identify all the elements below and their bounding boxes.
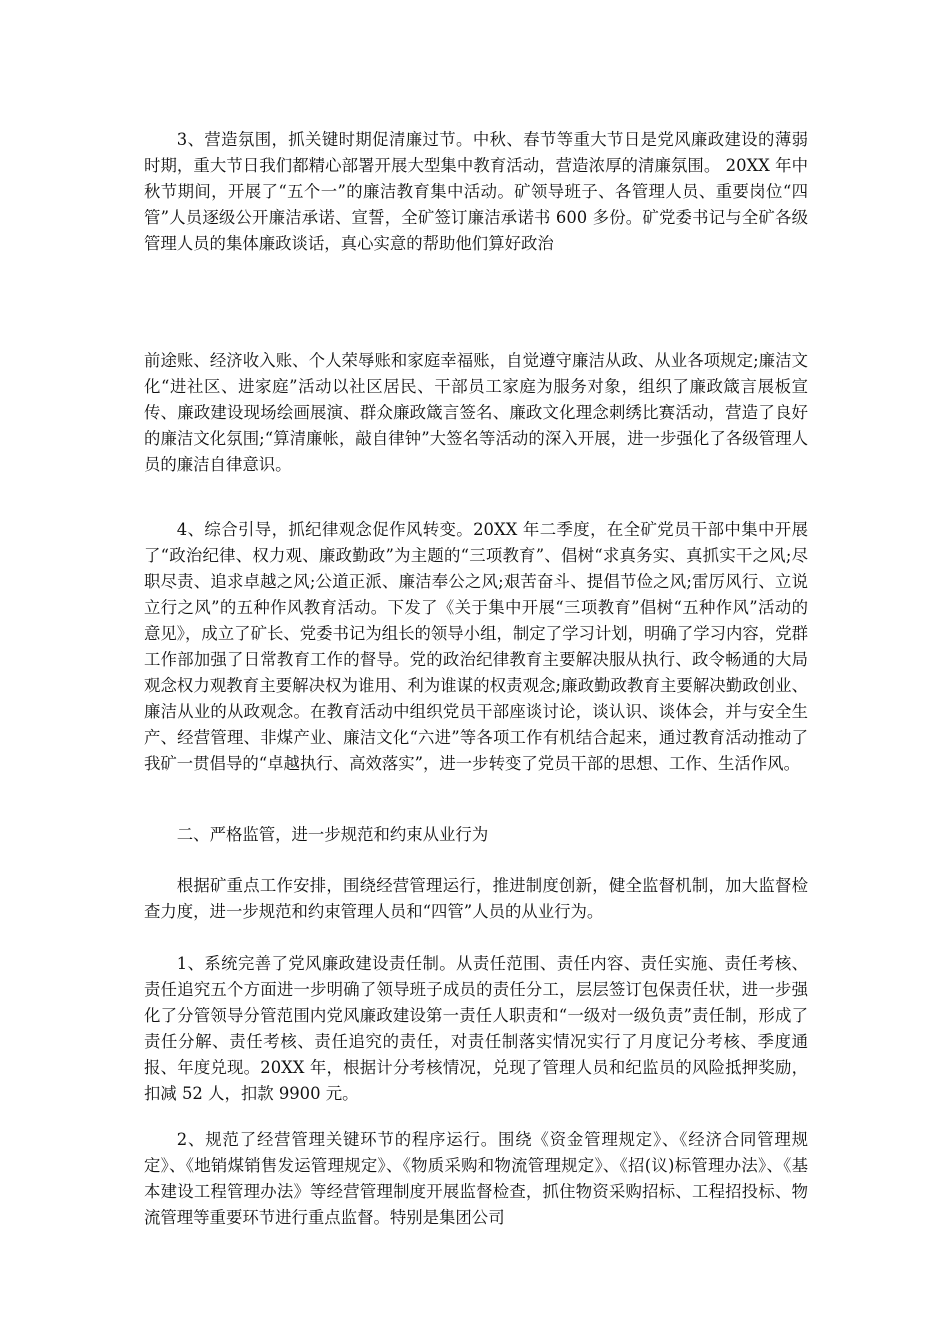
section-heading-supervision: 二、严格监管，进一步规范和约束从业行为	[176, 825, 489, 844]
paragraph-continuation: 前途账、经济收入账、个人荣辱账和家庭幸福账，自觉遵守廉洁从政、从业各项规定;廉洁文化“进社区、进家庭”活动以社区居民、干部员工家庭为服务对象，组织了廉政箴言展板宣传、廉政建设现场绘画展演、群众廉政箴言签名、廉政文化理念刺绣比赛活动，营造了良好的廉洁文化氛围;“算清廉帐，敲自律钟”大签名等活动的深入开展，进一步强化了各级管理人员的廉洁自律意识。	[144, 351, 808, 474]
paragraph-discipline-guidance: 4、综合引导，抓纪律观念促作风转变。20XX 年二季度，在全矿党员干部中集中开展了“政治纪律、权力观、廉政勤政”为主题的“三项教育”、倡树“求真务实、真抓实干之风;尽职尽责、追求卓越之风;公道正派、廉洁奉公之风;艰苦奋斗、提倡节俭之风;雷厉风行、立说立行之风”的五种作风教育活动。下发了《关于集中开展“三项教育”倡树“五种作风”活动的意见》，成立了矿长、党委书记为组长的领导小组，制定了学习计划，明确了学习内容，党群工作部加强了日常教育工作的督导。党的政治纪律教育主要解决服从执行、政令畅通的大局观念权力观教育主要解决权为谁用、利为谁谋的权责观念;廉政勤政教育主要解决勤政创业、廉洁从业的从政观念。在教育活动中组织党员干部座谈讨论，谈认识、谈体会，并与安全生产、经营管理、非煤产业、廉洁文化“六进”等各项工作有机结合起来，通过教育活动推动了我矿一贯倡导的“卓越执行、高效落实”，进一步转变了党员干部的思想、工作、生活作风。	[144, 520, 808, 773]
paragraph-management-procedures: 2、规范了经营管理关键环节的程序运行。围绕《资金管理规定》、《经济合同管理规定》、《地销煤销售发运管理规定》、《物质采购和物流管理规定》、《招(议)标管理办法》、《基本建设工程管理办法》等经营管理制度开展监督检查，抓住物资采购招标、工程招投标、物流管理等重要环节进行重点监督。特别是集团公司	[144, 1130, 808, 1227]
paragraph-supervision-intro: 根据矿重点工作安排，围绕经营管理运行，推进制度创新，健全监督机制，加大监督检查力度，进一步规范和约束管理人员和“四管”人员的从业行为。	[144, 876, 808, 921]
paragraph-responsibility-system: 1、系统完善了党风廉政建设责任制。从责任范围、责任内容、责任实施、责任考核、责任追究五个方面进一步明确了领导班子成员的责任分工，层层签订包保责任状，进一步强化了分管领导分管范围内党风廉政建设第一责任人职责和“一级对一级负责”责任制，形成了责任分解、责任考核、责任追究的责任，对责任制落实情况实行了月度记分考核、季度通报、年度兑现。20XX 年，根据计分考核情况，兑现了管理人员和纪监员的风险抵押奖励，扣减 52 人，扣款 9900 元。	[144, 954, 808, 1103]
paragraph-festival-atmosphere: 3、营造氛围，抓关键时期促清廉过节。中秋、春节等重大节日是党风廉政建设的薄弱时期，重大节日我们都精心部署开展大型集中教育活动，营造浓厚的清廉氛围。 20XX 年中秋节期间，开展了“五个一”的廉洁教育集中活动。矿领导班子、各管理人员、重要岗位“四管”人员逐级公开廉洁承诺、宣誓，全矿签订廉洁承诺书 600 多份。矿党委书记与全矿各级管理人员的集体廉政谈话，真心实意的帮助他们算好政治	[144, 130, 808, 253]
